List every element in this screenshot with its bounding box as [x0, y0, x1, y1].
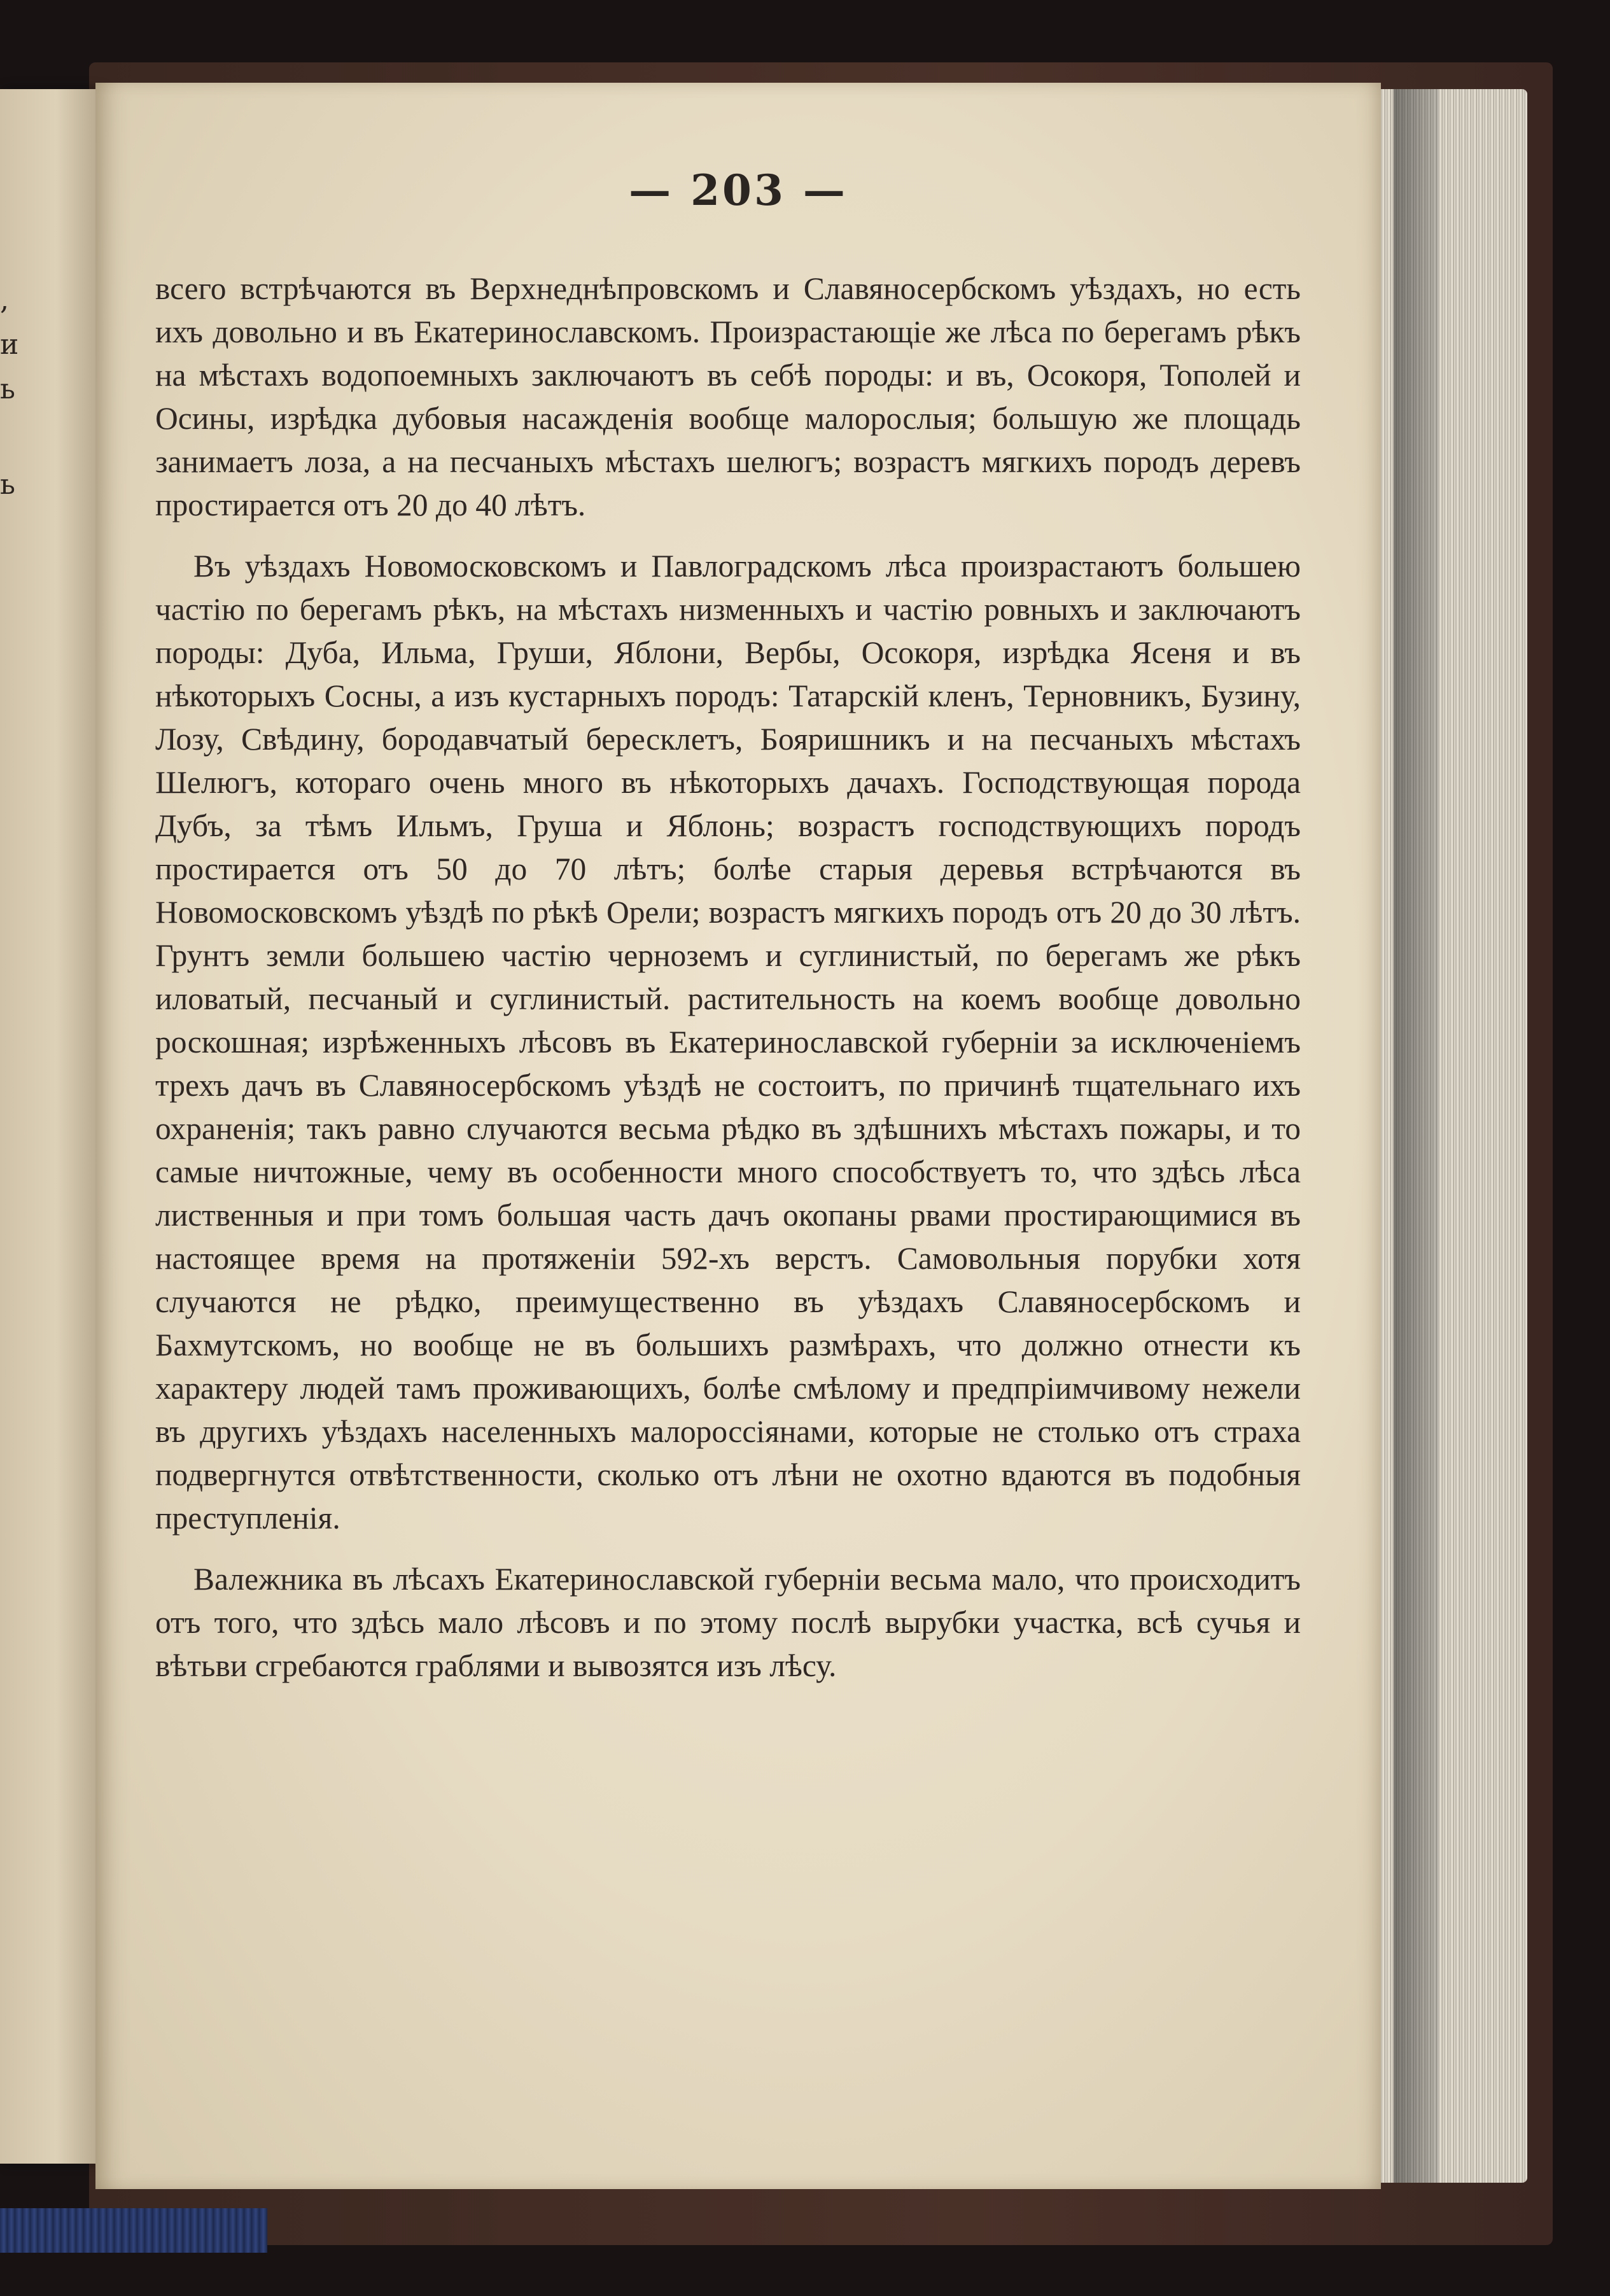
- paragraph: всего встрѣчаются въ Верхнеднѣпровскомъ и Славяносербскомъ уѣздахъ, но есть ихъ довольно и въ Екатеринославскомъ. Произрастающіе же лѣса по берегамъ рѣкъ на мѣстахъ водопоемныхъ заключаютъ въ себѣ породы: и въ, Осокоря, Тополей и Осины, изрѣдка дубовыя насажденія вообще малорослыя; большую же площадь занимаетъ лоза, а на песчаныхъ мѣстахъ шелюгъ; возрастъ мягкихъ породъ деревъ простирается отъ 20 до 40 лѣтъ.: [155, 271, 1301, 522]
- page-edges: [1368, 89, 1527, 2183]
- facing-page-fragment: ь: [0, 373, 15, 405]
- facing-page-fragment: ,: [0, 284, 9, 316]
- paragraph: Валежника въ лѣсахъ Екатеринославской губерніи весьма мало, что происходитъ отъ того, что здѣсь мало лѣсовъ и по этому послѣ вырубки участка, всѣ сучья и вѣтьви сгребаются граблями и вывозятся изъ лѣсу.: [155, 1562, 1301, 1683]
- page-body: [155, 267, 1301, 1688]
- facing-page-fragment: ь: [0, 468, 15, 501]
- book-page: [95, 83, 1381, 2189]
- blue-binding-strip: [0, 2208, 267, 2253]
- page-number: — 203 —: [629, 165, 848, 215]
- facing-page-fragment: и: [0, 328, 19, 361]
- facing-page: [0, 89, 102, 2164]
- paragraph: Въ уѣздахъ Новомосковскомъ и Павлоградскомъ лѣса произрастаютъ большею частію по берегамъ рѣкъ, на мѣстахъ низменныхъ и частію ровныхъ и заключаютъ породы: Дуба, Ильма, Груши, Яблони, Вербы, Осокоря, изрѣдка Ясеня и въ нѣкоторыхъ Сосны, а изъ кустарныхъ породъ: Татарскій кленъ, Терновникъ, Бузину, Лозу, Свѣдину, бородавчатый бересклетъ, Бояришникъ и на песчаныхъ мѣстахъ Шелюгъ, котораго очень много въ нѣкоторыхъ дачахъ. Господствующая порода Дубъ, за тѣмъ Ильмъ, Груша и Яблонь; возрастъ господствующихъ породъ простирается отъ 50 до 70 лѣтъ; болѣе старыя деревья встрѣчаются въ Новомосковскомъ уѣздѣ по рѣкѣ Орели; возрастъ мягкихъ породъ отъ 20 до 30 лѣтъ. Грунтъ земли большею частію черноземъ и суглинистый, по берегамъ же рѣкъ иловатый, песчаный и суглинистый. растительность на коемъ вообще довольно роскошная; изрѣженныхъ лѣсовъ въ Екатеринославской губерніи за исключеніемъ трехъ дачъ въ Славяносербскомъ уѣздѣ не состоитъ, по причинѣ тщательнаго ихъ охраненія; такъ равно случаются весьма рѣдко въ здѣшнихъ мѣстахъ пожары, и то самые ничтожные, чему въ особенности много способствуетъ то, что здѣсь лѣса лиственныя и при томъ большая часть дачъ окопаны рвами простирающимися въ настоящее время на протяженіи 592-хъ верстъ. Самовольныя порубки хотя случаются не рѣдко, преимущественно въ уѣздахъ Славяносербскомъ и Бахмутскомъ, но вообще не въ большихъ размѣрахъ, что должно отнести къ характеру людей тамъ проживающихъ, болѣе смѣлому и предпріимчивому нежели въ другихъ уѣздахъ населенныхъ малороссіянами, которые не столько отъ страха подвергнутся отвѣтственности, сколько отъ лѣни не охотно вдаются въ подобныя преступленія.: [155, 549, 1301, 1536]
- edge-shadow: [1394, 89, 1438, 2183]
